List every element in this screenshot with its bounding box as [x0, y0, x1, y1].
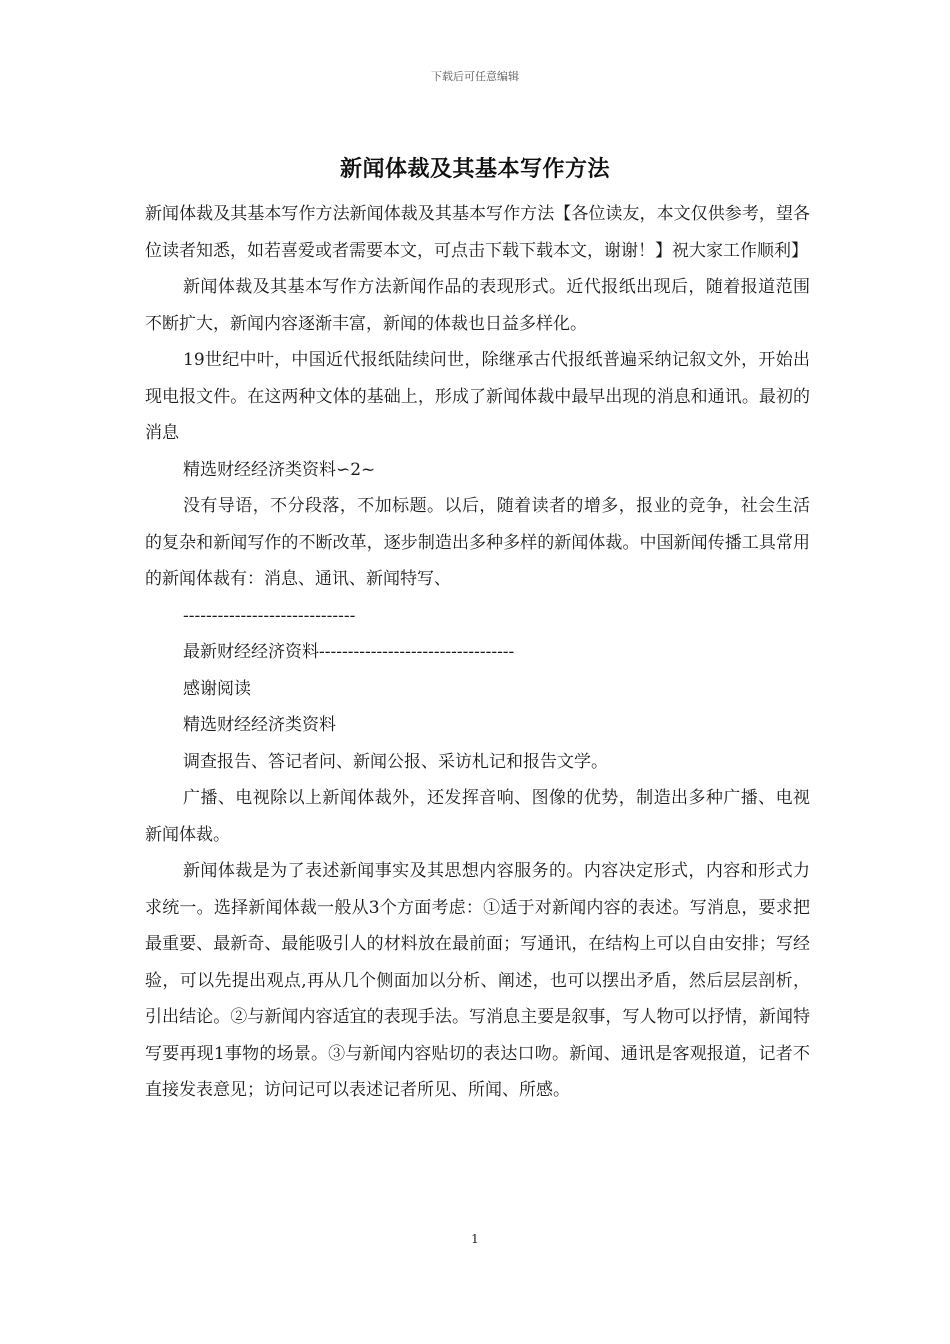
paragraph-history: 19世纪中叶，中国近代报纸陆续问世，除继承古代报纸普遍采纳记叙文外，开始出现电报文件。在这两种文体的基础上，形成了新闻体裁中最早出现的消息和通讯。最初的消息: [145, 350, 810, 443]
page-title: 新闻体裁及其基本写作方法: [339, 156, 610, 182]
paragraph-intro: 新闻体裁及其基本写作方法新闻体裁及其基本写作方法【各位读友，本文仅供参考，望各位读者知悉，如若喜爱或者需要本文，可点击下载下载本文，谢谢！】祝大家工作顺利】: [145, 204, 810, 261]
page-number: 1: [471, 1232, 479, 1246]
paragraph-thanks: 感谢阅读: [183, 678, 251, 699]
paragraph-source-note: 精选财经经济类资料∽2~: [183, 459, 376, 480]
paragraph-development: 没有导语，不分段落，不加标题。以后，随着读者的增多，报业的竞争，社会生活的复杂和新闻写作的不断改革，逐步制造出多种多样的新闻体裁。中国新闻传播工具常用的新闻体裁有：消息、通讯、新闻特写、: [145, 496, 810, 589]
paragraph-broadcast: 广播、电视除以上新闻体裁外，还发挥音响、图像的优势，制造出多种广播、电视新闻体裁。: [145, 788, 810, 845]
paragraph-latest-note: 最新财经经济资料----------------------------------: [183, 642, 515, 662]
separator-line: ------------------------------: [183, 605, 356, 626]
paragraph-selected-note: 精选财经经济类资料: [183, 715, 336, 735]
document-body: [145, 196, 810, 1109]
paragraph-definition: 新闻体裁及其基本写作方法新闻作品的表现形式。近代报纸出现后，随着报道范围不断扩大，新闻内容逐渐丰富，新闻的体裁也日益多样化。: [145, 277, 810, 334]
paragraph-principles: 新闻体裁是为了表述新闻事实及其思想内容服务的。内容决定形式，内容和形式力求统一。选择新闻体裁一般从3个方面考虑：①适于对新闻内容的表述。写消息，要求把最重要、最新奇、最能吸引人的材料放在最前面；写通讯，在结构上可以自由安排；写经验，可以先提出观点,再从几个侧面加以分析、阐述，也可以摆出矛盾，然后层层剖析，引出结论。②与新闻内容适宜的表现手法。写消息主要是叙事，写人物可以抒情，新闻特写要再现1事物的场景。③与新闻内容贴切的表达口吻。新闻、通讯是客观报道，记者不直接发表意见；访问记可以表述记者所见、所闻、所感。: [145, 861, 810, 1100]
header-note: 下载后可任意编辑: [431, 70, 519, 83]
paragraph-genres: 调查报告、答记者问、新闻公报、采访札记和报告文学。: [183, 751, 608, 772]
